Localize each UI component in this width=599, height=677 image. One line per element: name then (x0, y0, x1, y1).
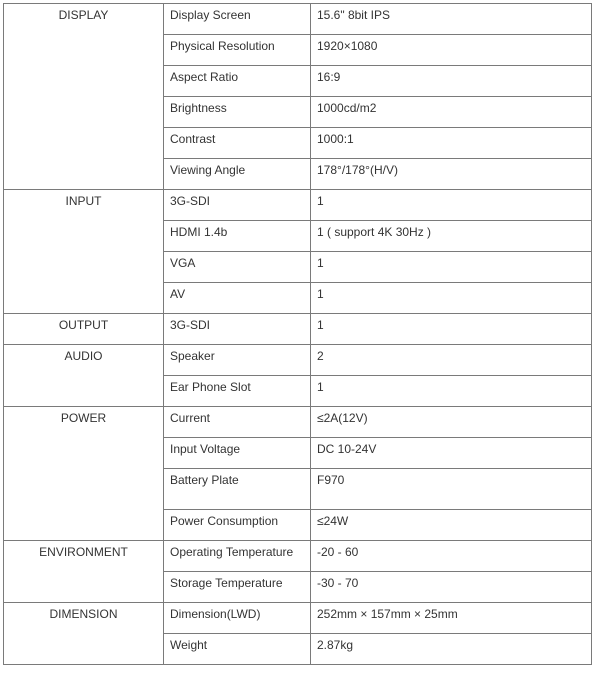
spec-label: HDMI 1.4b (164, 221, 311, 252)
spec-label: AV (164, 283, 311, 314)
spec-value: ≤2A(12V) (311, 407, 592, 438)
spec-value: 1 (311, 283, 592, 314)
spec-label: Dimension(LWD) (164, 603, 311, 634)
spec-value: 1 (311, 376, 592, 407)
spec-value: 1 ( support 4K 30Hz ) (311, 221, 592, 252)
spec-label: Operating Temperature (164, 541, 311, 572)
group-power: POWER (4, 407, 164, 541)
spec-value: 1 (311, 252, 592, 283)
spec-label: Contrast (164, 128, 311, 159)
group-environment: ENVIRONMENT (4, 541, 164, 603)
group-audio: AUDIO (4, 345, 164, 407)
spec-label: Display Screen (164, 4, 311, 35)
spec-value: DC 10-24V (311, 438, 592, 469)
spec-value: 1 (311, 314, 592, 345)
table-row (4, 4, 592, 35)
spec-label: Storage Temperature (164, 572, 311, 603)
group-input: INPUT (4, 190, 164, 314)
spec-value: 2 (311, 345, 592, 376)
spec-value: 1920×1080 (311, 35, 592, 66)
spec-label: Battery Plate (164, 469, 311, 510)
spec-value: 178°/178°(H/V) (311, 159, 592, 190)
table-row (4, 407, 592, 438)
table-row (4, 314, 592, 345)
spec-table (3, 3, 592, 665)
table-row (4, 190, 592, 221)
group-dimension: DIMENSION (4, 603, 164, 665)
spec-value: 1000:1 (311, 128, 592, 159)
spec-value: -30 - 70 (311, 572, 592, 603)
spec-value: 1 (311, 190, 592, 221)
spec-value: -20 - 60 (311, 541, 592, 572)
spec-value: 2.87kg (311, 634, 592, 665)
group-output: OUTPUT (4, 314, 164, 345)
spec-label: Aspect Ratio (164, 66, 311, 97)
spec-value: F970 (311, 469, 592, 510)
spec-label: Current (164, 407, 311, 438)
table-row (4, 603, 592, 634)
spec-label: VGA (164, 252, 311, 283)
spec-label: Weight (164, 634, 311, 665)
spec-label: 3G-SDI (164, 314, 311, 345)
spec-value: 16:9 (311, 66, 592, 97)
spec-label: 3G-SDI (164, 190, 311, 221)
group-display: DISPLAY (4, 4, 164, 190)
spec-value: 252mm × 157mm × 25mm (311, 603, 592, 634)
spec-value: 15.6" 8bit IPS (311, 4, 592, 35)
spec-label: Input Voltage (164, 438, 311, 469)
spec-label: Ear Phone Slot (164, 376, 311, 407)
spec-label: Speaker (164, 345, 311, 376)
spec-label: Physical Resolution (164, 35, 311, 66)
spec-label: Brightness (164, 97, 311, 128)
table-row (4, 541, 592, 572)
spec-value: 1000cd/m2 (311, 97, 592, 128)
table-row (4, 345, 592, 376)
spec-value: ≤24W (311, 510, 592, 541)
spec-label: Power Consumption (164, 510, 311, 541)
spec-label: Viewing Angle (164, 159, 311, 190)
